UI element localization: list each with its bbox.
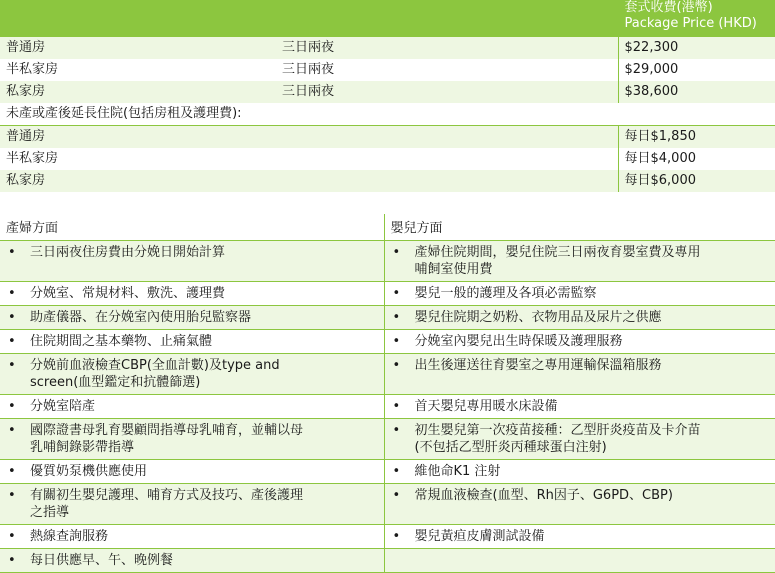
baby-service-text <box>415 357 662 374</box>
baby-service-text <box>415 487 673 504</box>
mother-service-cell <box>0 460 384 484</box>
mother-service-item <box>6 244 380 261</box>
mother-service-item <box>6 552 380 569</box>
bullet-icon: • <box>6 285 30 302</box>
service-text-line: 哺飼室使用費 <box>415 261 701 278</box>
price-label-en: Package Price (HKD) <box>625 16 775 32</box>
baby-service-item <box>391 357 772 374</box>
baby-service-text <box>415 244 701 278</box>
package-price: $38,600 <box>618 81 775 103</box>
bullet-icon: • <box>6 487 30 521</box>
mother-service-text <box>30 244 225 261</box>
daily-rate: 每日$1,850 <box>618 126 775 149</box>
bullet-icon: • <box>391 528 415 545</box>
bullet-icon: • <box>6 357 30 391</box>
extended-stay-heading: 未產或產後延長住院(包括房租及護理費): <box>0 103 775 126</box>
room-type: 私家房 <box>0 170 276 192</box>
service-row <box>0 354 775 395</box>
spacer <box>276 126 618 149</box>
mother-service-cell <box>0 306 384 330</box>
mother-service-item <box>6 463 380 480</box>
service-row <box>0 330 775 354</box>
service-row <box>0 484 775 525</box>
mother-service-cell <box>0 241 384 282</box>
services-header-row <box>0 214 775 241</box>
baby-service-text <box>415 422 701 456</box>
bullet-icon: • <box>391 463 415 480</box>
bullet-icon: • <box>6 528 30 545</box>
service-row <box>0 282 775 306</box>
service-text-line: 優質奶泵機供應使用 <box>30 463 147 480</box>
package-price-header <box>618 0 775 37</box>
service-text-line: 嬰兒住院期之奶粉、衣物用品及尿片之供應 <box>415 309 662 326</box>
mother-service-text <box>30 309 251 326</box>
price-label-zh: 套式收費(港幣) <box>625 0 775 16</box>
spacer <box>276 170 618 192</box>
mother-service-item <box>6 285 380 302</box>
mother-service-cell <box>0 484 384 525</box>
bullet-icon: • <box>6 398 30 415</box>
room-type: 普通房 <box>0 126 276 149</box>
service-text-line: 嬰兒黃疸皮膚測試設備 <box>415 528 545 545</box>
service-row <box>0 306 775 330</box>
header-blank <box>0 0 276 37</box>
mother-service-cell <box>0 354 384 395</box>
baby-service-cell <box>384 282 775 306</box>
service-row <box>0 460 775 484</box>
baby-service-item <box>391 463 772 480</box>
mother-service-text <box>30 333 212 350</box>
spacer <box>276 148 618 170</box>
service-row <box>0 395 775 419</box>
empty-cell <box>391 552 772 569</box>
mother-service-cell <box>0 419 384 460</box>
mother-service-item <box>6 398 380 415</box>
baby-service-item <box>391 285 772 302</box>
service-text-line: 常規血液檢查(血型、Rh因子、G6PD、CBP) <box>415 487 673 504</box>
room-type: 半私家房 <box>0 59 276 81</box>
bullet-icon: • <box>391 285 415 302</box>
service-text-line: 助產儀器、在分娩室內使用胎兒監察器 <box>30 309 251 326</box>
bullet-icon: • <box>6 463 30 480</box>
bullet-icon: • <box>6 422 30 456</box>
service-text-line: 分娩前血液檢查CBP(全血計數)及type and <box>30 357 280 374</box>
baby-service-cell <box>384 525 775 549</box>
mother-service-text <box>30 285 225 302</box>
mother-service-item <box>6 357 380 391</box>
baby-service-item <box>391 422 772 456</box>
bullet-icon: • <box>6 244 30 261</box>
stay-duration: 三日兩夜 <box>276 81 618 103</box>
package-row <box>0 37 775 59</box>
bullet-icon: • <box>391 357 415 374</box>
baby-service-cell <box>384 354 775 395</box>
extended-stay-row <box>0 126 775 149</box>
service-text-line: 三日兩夜住房費由分娩日開始計算 <box>30 244 225 261</box>
header-blank <box>276 0 618 37</box>
mother-service-text <box>30 422 303 456</box>
bullet-icon: • <box>391 487 415 504</box>
mother-service-item <box>6 528 380 545</box>
baby-service-cell <box>384 460 775 484</box>
mother-service-item <box>6 309 380 326</box>
service-row <box>0 525 775 549</box>
baby-service-item <box>391 528 772 545</box>
package-price: $22,300 <box>618 37 775 59</box>
service-text-line: 首天嬰兒專用暖水床設備 <box>415 398 558 415</box>
baby-heading: 嬰兒方面 <box>384 214 775 241</box>
service-text-line: 住院期間之基本藥物、止痛氣體 <box>30 333 212 350</box>
service-text-line: 初生嬰兒第一次疫苗接種：乙型肝炎疫苗及卡介苗 <box>415 422 701 439</box>
mother-service-item <box>6 487 380 521</box>
service-text-line: (不包括乙型肝炎丙種球蛋白注射) <box>415 439 701 456</box>
mother-service-item <box>6 333 380 350</box>
mother-service-cell <box>0 395 384 419</box>
baby-service-cell <box>384 395 775 419</box>
service-text-line: 分娩室陪產 <box>30 398 95 415</box>
price-header-row <box>0 0 775 37</box>
mother-service-text <box>30 398 95 415</box>
baby-service-text <box>415 463 501 480</box>
extended-stay-row <box>0 148 775 170</box>
package-row <box>0 81 775 103</box>
baby-service-cell <box>384 549 775 573</box>
service-text-line: 有關初生嬰兒護理、哺育方式及技巧、產後護理 <box>30 487 303 504</box>
bullet-icon: • <box>391 422 415 456</box>
mother-service-text <box>30 463 147 480</box>
baby-service-text <box>415 309 662 326</box>
baby-service-item <box>391 487 772 504</box>
package-price: $29,000 <box>618 59 775 81</box>
baby-service-cell <box>384 484 775 525</box>
bullet-icon: • <box>6 333 30 350</box>
mother-service-text <box>30 487 303 521</box>
mother-service-cell <box>0 525 384 549</box>
service-text-line: 熱線查詢服務 <box>30 528 108 545</box>
baby-service-text <box>415 528 545 545</box>
room-type: 普通房 <box>0 37 276 59</box>
service-text-line: 國際證書母乳育嬰顧問指導母乳哺育，並輔以母 <box>30 422 303 439</box>
service-row <box>0 549 775 573</box>
service-text-line: 之指導 <box>30 504 303 521</box>
bullet-icon: • <box>391 244 415 278</box>
service-text-line: 每日供應早、午、晚例餐 <box>30 552 173 569</box>
room-type: 私家房 <box>0 81 276 103</box>
service-text-line: 分娩室、常規材料、敷洗、護理費 <box>30 285 225 302</box>
service-row <box>0 419 775 460</box>
baby-service-cell <box>384 330 775 354</box>
services-table <box>0 214 775 573</box>
daily-rate: 每日$6,000 <box>618 170 775 192</box>
service-text-line: 分娩室內嬰兒出生時保暖及護理服務 <box>415 333 623 350</box>
baby-service-item <box>391 398 772 415</box>
room-type: 半私家房 <box>0 148 276 170</box>
mother-service-text <box>30 528 108 545</box>
mother-service-item <box>6 422 380 456</box>
service-text-line: 出生後運送往育嬰室之專用運輸保溫箱服務 <box>415 357 662 374</box>
package-row <box>0 59 775 81</box>
bullet-icon: • <box>6 309 30 326</box>
bullet-icon: • <box>391 398 415 415</box>
baby-service-text <box>415 285 597 302</box>
mother-heading: 產婦方面 <box>0 214 384 241</box>
baby-service-cell <box>384 419 775 460</box>
mother-service-cell <box>0 549 384 573</box>
bullet-icon: • <box>391 309 415 326</box>
service-text-line: 產婦住院期間，嬰兒住院三日兩夜育嬰室費及專用 <box>415 244 701 261</box>
daily-rate: 每日$4,000 <box>618 148 775 170</box>
bullet-icon: • <box>391 333 415 350</box>
service-text-line: 嬰兒一般的護理及各項必需監察 <box>415 285 597 302</box>
service-text-line: 乳哺飼錄影帶指導 <box>30 439 303 456</box>
mother-service-cell <box>0 330 384 354</box>
baby-service-item <box>391 244 772 278</box>
baby-service-item <box>391 309 772 326</box>
mother-service-text <box>30 552 173 569</box>
stay-duration: 三日兩夜 <box>276 59 618 81</box>
service-row <box>0 241 775 282</box>
baby-service-text <box>415 333 623 350</box>
extended-stay-heading-row <box>0 103 775 126</box>
baby-service-item <box>391 333 772 350</box>
bullet-icon: • <box>6 552 30 569</box>
service-text-line: 維他命K1 注射 <box>415 463 501 480</box>
mother-service-text <box>30 357 280 391</box>
baby-service-cell <box>384 306 775 330</box>
baby-service-text <box>415 398 558 415</box>
service-text-line: screen(血型鑑定和抗體篩選) <box>30 374 280 391</box>
extended-stay-row <box>0 170 775 192</box>
stay-duration: 三日兩夜 <box>276 37 618 59</box>
package-price-table <box>0 0 775 192</box>
baby-service-cell <box>384 241 775 282</box>
mother-service-cell <box>0 282 384 306</box>
